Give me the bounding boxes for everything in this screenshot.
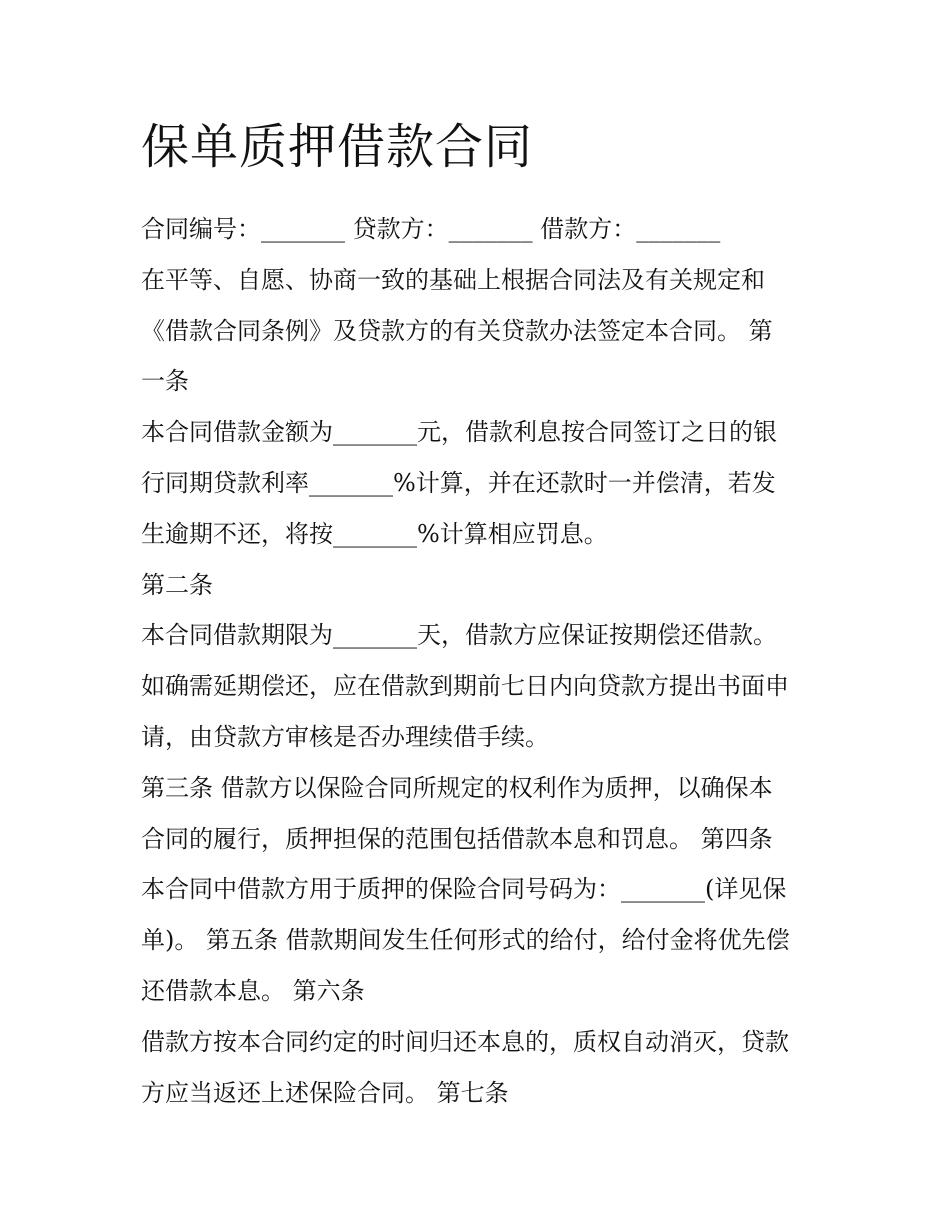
body-line: 如确需延期偿还，应在借款到期前七日内向贷款方提出书面申 <box>141 672 789 701</box>
document-body <box>141 204 821 1118</box>
contract-header-line: 合同编号：_______ 贷款方：_______ 借款方：_______ <box>141 215 721 243</box>
body-line: 本合同借款期限为_______天，借款方应保证按期偿还借款。 <box>141 621 777 650</box>
body-line: 合同的履行，质押担保的范围包括借款本息和罚息。 第四条 <box>141 824 773 853</box>
article-heading: 第二条 <box>141 570 213 599</box>
body-line: 单)。 第五条 借款期间发生任何形式的给付，给付金将优先偿 <box>141 926 790 955</box>
body-line: 《借款合同条例》及贷款方的有关贷款办法签定本合同。 第 <box>141 316 773 345</box>
body-line: 本合同中借款方用于质押的保险合同号码为：_______(详见保 <box>141 875 787 904</box>
body-line: 还借款本息。 第六条 <box>141 976 365 1005</box>
document-page <box>141 112 821 1118</box>
body-line: 一条 <box>141 367 189 396</box>
body-line: 生逾期不还，将按_______%计算相应罚息。 <box>141 519 608 548</box>
body-line: 请，由贷款方审核是否办理续借手续。 <box>141 722 549 751</box>
body-line: 行同期贷款利率_______%计算，并在还款时一并偿清，若发 <box>141 468 776 497</box>
body-line: 方应当返还上述保险合同。 第七条 <box>141 1078 509 1107</box>
body-line: 在平等、自愿、协商一致的基础上根据合同法及有关规定和 <box>141 265 765 294</box>
body-line: 第三条 借款方以保险合同所规定的权利作为质押，以确保本 <box>141 773 773 802</box>
body-line: 借款方按本合同约定的时间归还本息的，质权自动消灭，贷款 <box>141 1027 789 1056</box>
body-line: 本合同借款金额为_______元，借款利息按合同签订之日的银 <box>141 418 777 447</box>
document-title: 保单质押借款合同 <box>141 119 534 175</box>
